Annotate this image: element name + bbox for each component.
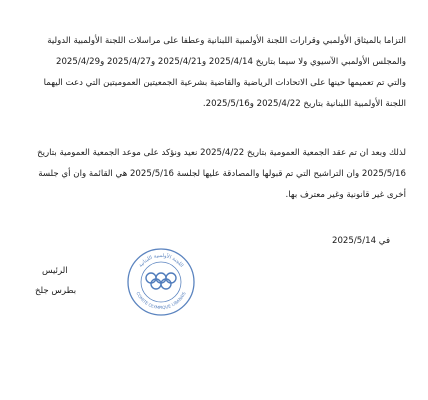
paragraph-2-line-1: لذلك وبعد ان تم عقد الجمعية العمومية بتاريخ 2025/4/22 نعيد ونؤكد على موعد الجمعية العمومية بتاريخ <box>37 148 406 158</box>
stamp-bottom-text: COMITE OLYMPIQUE LIBANAIS <box>135 291 187 311</box>
paragraph-2-line-3: أخرى غير قانونية وغير معترف بها. <box>285 190 406 200</box>
olympic-committee-stamp <box>126 247 196 317</box>
paragraph-1-line-4: اللجنة الأولمبية اللبنانية بتاريخ 2025/4/22 و2025/5/16. <box>202 99 406 109</box>
document-date: في 2025/5/14 <box>332 236 391 246</box>
signature-name: بطرس جلخ <box>35 286 77 296</box>
paragraph-2-line-2: 2025/5/16 وان التراشيح التي تم قبولها والمصادقة عليها لجلسة 2025/5/16 هي القائمة وان أي جلسة <box>38 169 406 179</box>
paragraph-1-line-1: التزاما بالميثاق الأولمبي وقرارات اللجنة الأولمبية اللبنانية وعطفا على مراسلات اللجنة الأولمبية الدولية <box>47 36 406 46</box>
paragraph-2 <box>18 149 406 199</box>
svg-text:اللجنة الأولمبية اللبنانية <box>138 252 185 268</box>
paragraph-1-line-3: والتي تم تعميمها حينها على الاتحادات الرياضية والقاضية بشرعية الجمعيتين العموميتين التي دعت اليهما <box>43 78 406 88</box>
paragraph-1 <box>18 37 406 108</box>
svg-text:COMITE OLYMPIQUE LIBANAIS <box>135 291 186 310</box>
stamp-top-text: اللجنة الأولمبية اللبنانية <box>137 253 185 269</box>
olympic-rings-icon <box>146 273 176 289</box>
paragraph-1-line-2: والمجلس الأولمبي الآسيوي ولا سيما بتاريخ 2025/4/14 و2025/4/21 و2025/4/27 و2025/4/29 <box>55 57 406 67</box>
signature-title: الرئيس <box>42 266 68 276</box>
